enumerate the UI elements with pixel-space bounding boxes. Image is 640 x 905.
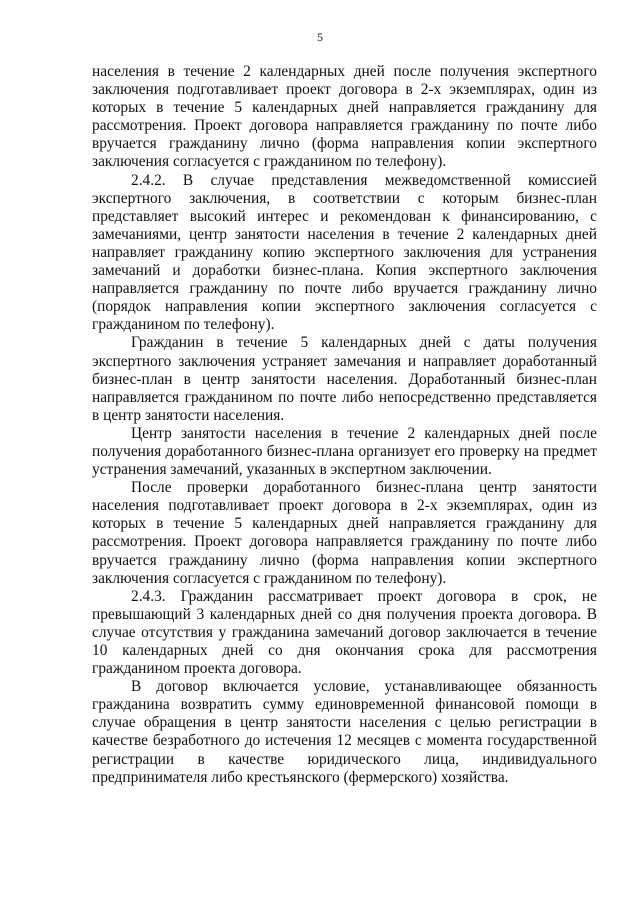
paragraph-citizen-revision: Гражданин в течение 5 календарных дней с даты получения экспертного заключения устраняет замечания и направляет доработанный бизнес-план в центр занятости населения. Доработанный бизнес-план направляется гражданином по почте либо непосредственно представляется в центр занятости населения. bbox=[92, 334, 597, 424]
paragraph-after-check: После проверки доработанного бизнес-плана центр занятости населения подготавливает проект договора в 2-х экземплярах, один из которых в течение 5 календарных дней направляется гражданину для рассмотрения. Проект договора направляется гражданину по почте либо вручается гражданину лично (форма направления копии экспертного заключения согласуется с гражданином по телефону). bbox=[92, 479, 597, 587]
page-number: 5 bbox=[317, 30, 323, 44]
document-body bbox=[92, 63, 597, 787]
paragraph-2-4-3: 2.4.3. Гражданин рассматривает проект договора в срок, не превышающий 3 календарных дней со дня получения проекта договора. В случае отсутствия у гражданина замечаний договор заключается в течение 10 календарных дней со дня окончания срока для рассмотрения гражданином проекта договора. bbox=[92, 587, 597, 678]
paragraph-continuation: населения в течение 2 календарных дней после получения экспертного заключения подготавливает проект договора в 2-х экземплярах, один из которых в течение 5 календарных дней направляется гражданину для рассмотрения. Проект договора направляется гражданину по почте либо вручается гражданину лично (форма направления копии экспертного заключения согласуется с гражданином по телефону). bbox=[92, 63, 597, 171]
paragraph-2-4-2: 2.4.2. В случае представления межведомственной комиссией экспертного заключения, в соответствии с которым бизнес-план представляет высокий интерес и рекомендован к финансированию, с замечаниями, центр занятости населения в течение 2 календарных дней направляет гражданину копию экспертного заключения для устранения замечаний и доработки бизнес-плана. Копия экспертного заключения направляется гражданину по почте либо вручается гражданину лично (порядок направления копии экспертного заключения согласуется с гражданином по телефону). bbox=[92, 171, 597, 334]
paragraph-contract-condition: В договор включается условие, устанавливающее обязанность гражданина возвратить сумму единовременной финансовой помощи в случае обращения в центр занятости населения с целью регистрации в качестве безработного до истечения 12 месяцев с момента государственной регистрации в качестве юридического лица, индивидуального предпринимателя либо крестьянского (фермерского) хозяйства. bbox=[92, 678, 597, 786]
paragraph-center-check: Центр занятости населения в течение 2 календарных дней после получения доработанного бизнес-плана организует его проверку на предмет устранения замечаний, указанных в экспертном заключении. bbox=[92, 424, 597, 479]
